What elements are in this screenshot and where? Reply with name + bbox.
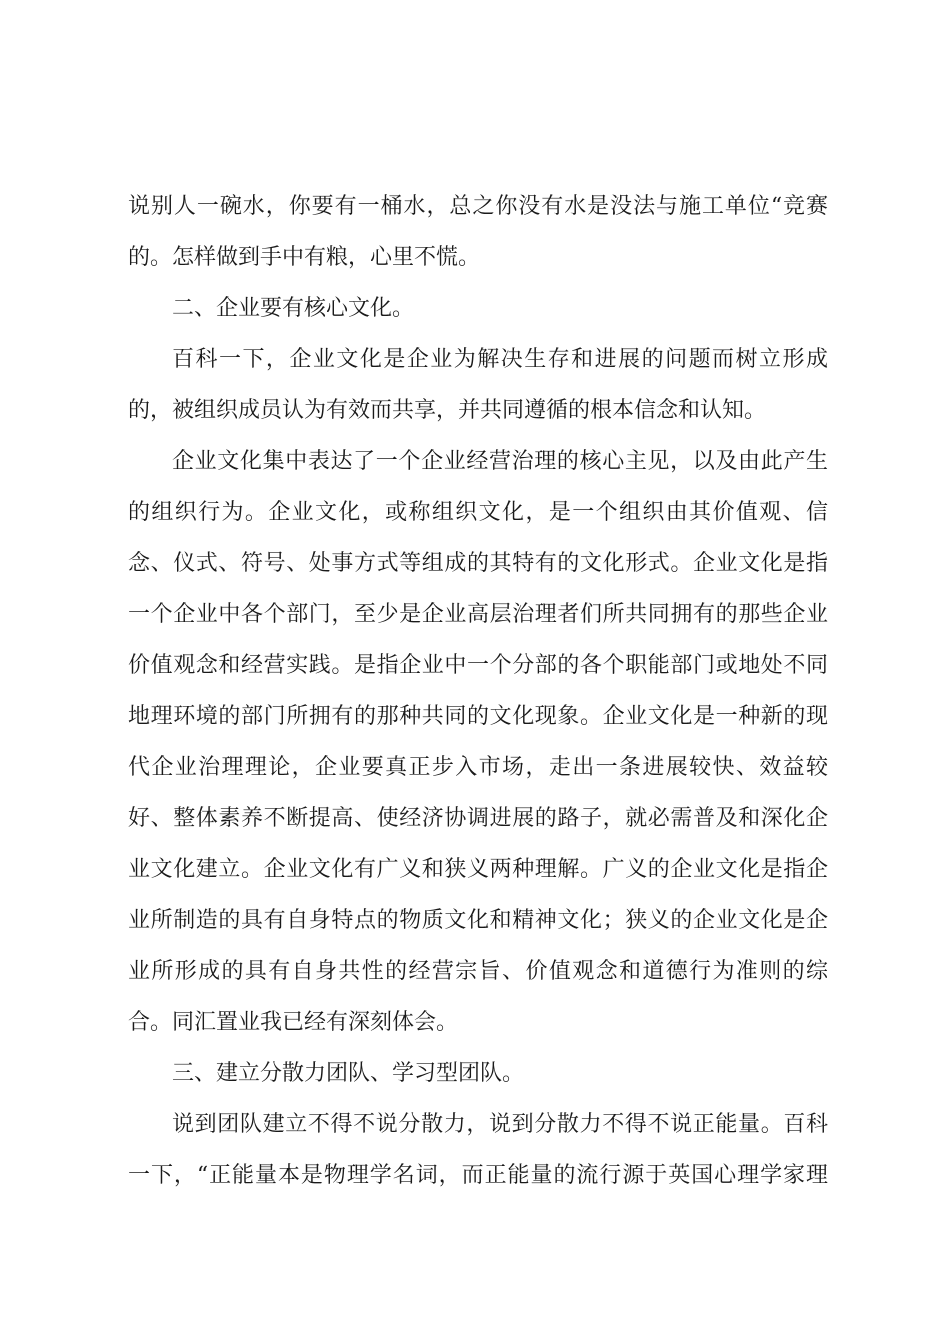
- text-line: 的组织行为。企业文化，或称组织文化，是一个组织由其价值观、信: [128, 500, 828, 525]
- text-line: 地理环境的部门所拥有的那种共同的文化现象。企业文化是一种新的现: [128, 704, 828, 729]
- text-line: 业所形成的具有自身共性的经营宗旨、价值观念和道德行为准则的综: [128, 959, 828, 984]
- text-line: 代企业治理理论，企业要真正步入市场，走出一条进展较快、效益较: [128, 755, 828, 780]
- text-line: 合。同汇置业我已经有深刻体会。: [128, 1010, 459, 1035]
- section-heading: 二、企业要有核心文化。: [172, 296, 415, 321]
- text-line: 说别人一碗水，你要有一桶水，总之你没有水是没法与施工单位“竞赛: [128, 194, 828, 219]
- text-line: 说到团队建立不得不说分散力，说到分散力不得不说正能量。百科: [172, 1112, 828, 1137]
- text-line: 一个企业中各个部门，至少是企业高层治理者们所共同拥有的那些企业: [128, 602, 828, 627]
- text-line: 业文化建立。企业文化有广义和狭义两种理解。广义的企业文化是指企: [128, 857, 828, 882]
- text-line: 价值观念和经营实践。是指企业中一个分部的各个职能部门或地处不同: [128, 653, 828, 678]
- text-line: 好、整体素养不断提高、使经济协调进展的路子，就必需普及和深化企: [128, 806, 828, 831]
- text-line: 念、仪式、符号、处事方式等组成的其特有的文化形式。企业文化是指: [128, 551, 828, 576]
- text-line: 的，被组织成员认为有效而共享，并共同遵循的根本信念和认知。: [128, 398, 767, 423]
- text-line: 的。怎样做到手中有粮，心里不慌。: [128, 245, 481, 270]
- section-heading: 三、建立分散力团队、学习型团队。: [172, 1061, 525, 1086]
- text-line: 一下，“正能量本是物理学名词，而正能量的流行源于英国心理学家理: [128, 1163, 828, 1188]
- text-line: 业所制造的具有自身特点的物质文化和精神文化；狭义的企业文化是企: [128, 908, 828, 933]
- text-line: 企业文化集中表达了一个企业经营治理的核心主见，以及由此产生: [172, 449, 828, 474]
- text-line: 百科一下，企业文化是企业为解决生存和进展的问题而树立形成: [172, 347, 828, 372]
